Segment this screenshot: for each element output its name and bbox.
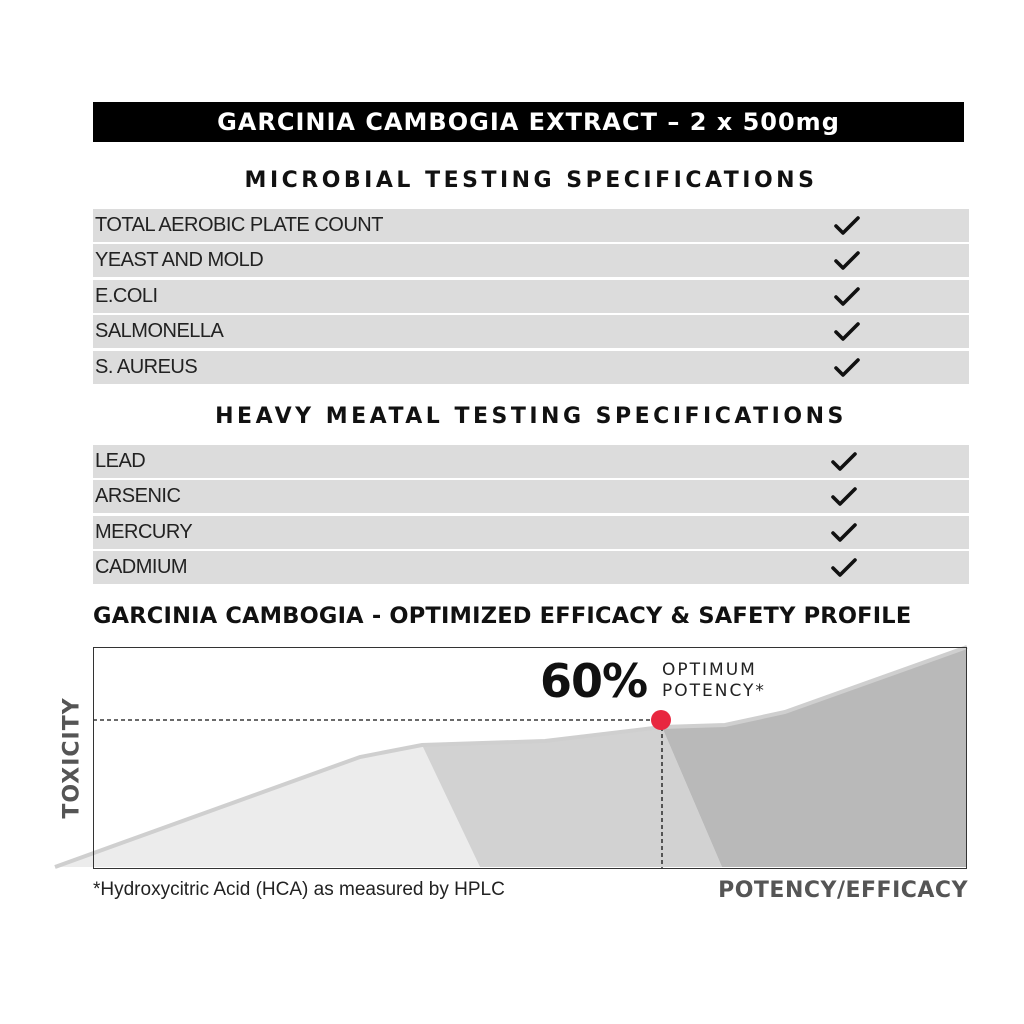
y-axis-label: TOXICITY [59, 697, 85, 819]
spec-label: LEAD [95, 450, 146, 472]
spec-label: E.COLI [95, 284, 158, 307]
spec-label: S. AUREUS [95, 355, 198, 378]
spec-label: CADMIUM [95, 556, 188, 579]
spec-label: MERCURY [95, 520, 193, 543]
spec-label: YEAST AND MOLD [95, 249, 264, 272]
chart-title: GARCINIA CAMBOGIA - OPTIMIZED EFFICACY & SAFETY PROFILE [93, 603, 912, 629]
optimum-percent: 60% [540, 654, 648, 708]
footnote: *Hydroxycitric Acid (HCA) as measured by HPLC [93, 879, 505, 900]
product-title: GARCINIA CAMBOGIA EXTRACT – 2 x 500mg [217, 108, 840, 136]
heavy-metal-heading: HEAVY MEATAL TESTING SPECIFICATIONS [215, 404, 847, 429]
optimum-note-line1: OPTIMUM [662, 660, 757, 680]
chart-frame [93, 647, 967, 869]
spec-label: SALMONELLA [95, 320, 224, 343]
optimum-note-line2: POTENCY* [662, 681, 766, 701]
spec-label: ARSENIC [95, 485, 181, 508]
microbial-heading: MICROBIAL TESTING SPECIFICATIONS [244, 168, 818, 193]
spec-label: TOTAL AEROBIC PLATE COUNT [95, 214, 383, 236]
x-axis-label: POTENCY/EFFICACY [718, 878, 968, 903]
optimum-note [662, 660, 766, 702]
